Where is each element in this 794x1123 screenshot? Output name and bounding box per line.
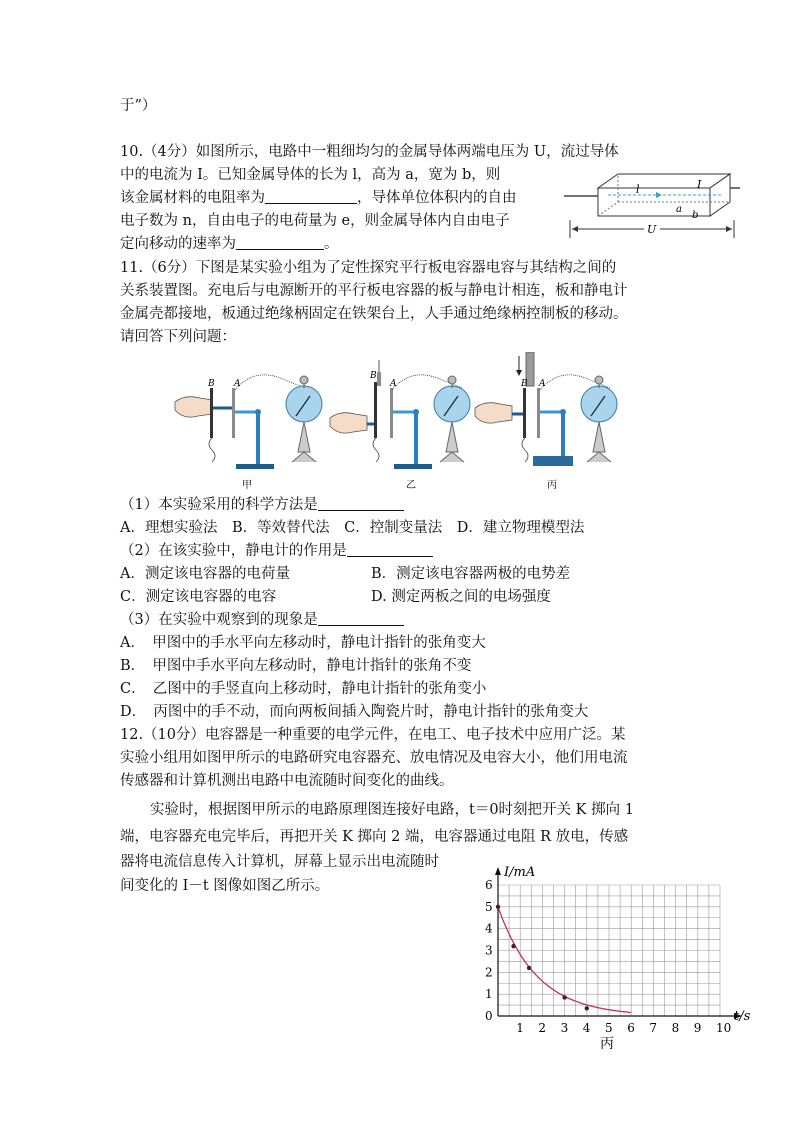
q12-line-5: 端，电容器充电完毕后，再把开关 K 掷向 2 端，电容器通过电阻 R 放电，传感 bbox=[120, 829, 629, 845]
q12-line-4: 实验时，根据图甲所示的电路原理图连接好电路，t＝0时刻把开关 K 掷向 1 bbox=[150, 802, 634, 818]
data-point bbox=[511, 944, 515, 948]
chart-title: 丙 bbox=[600, 1036, 614, 1052]
fig-label-yi: 乙 bbox=[406, 480, 416, 491]
y-tick-label: 1 bbox=[485, 987, 493, 1002]
q10-conductor-figure bbox=[562, 160, 742, 240]
x-tick-label: 2 bbox=[538, 1021, 547, 1035]
q11-sub1 bbox=[120, 495, 404, 515]
data-point bbox=[585, 1006, 589, 1010]
q11-sub2-text: （2）在该实验中，静电计的作用是 bbox=[120, 543, 347, 559]
apparatus-yi bbox=[330, 360, 470, 491]
q12-line-2: 实验小组用如图甲所示的电路研究电容器充、放电情况及电容大小，他们用电流 bbox=[120, 750, 628, 766]
q10-line-3b: ，导体单位体积内的自由 bbox=[357, 190, 517, 206]
jia-plate-A: A bbox=[234, 379, 241, 389]
q10-label-b: b bbox=[692, 210, 699, 221]
bing-plate-A: A bbox=[539, 379, 546, 389]
q11-sub2-opt-d: D. 测定两板之间的电场强度 bbox=[371, 589, 551, 605]
y-axis-arrow bbox=[495, 867, 501, 875]
q11-sub3-blank[interactable] bbox=[318, 610, 404, 626]
y-tick-label: 0 bbox=[485, 1009, 493, 1023]
q12-line-1: 12.（10分）电容器是一种重要的电学元件，在电工、电子技术中应用广泛。某 bbox=[120, 727, 626, 743]
y-tick-label: 5 bbox=[485, 899, 493, 914]
q12-line-7: 间变化的 I－t 图像如图乙所示。 bbox=[120, 878, 330, 894]
q11-sub1-options: A．理想实验法 B．等效替代法 C．控制变量法 D．建立物理模型法 bbox=[120, 520, 585, 536]
yi-plate-B: B bbox=[370, 371, 377, 381]
x-tick-label: 6 bbox=[627, 1021, 635, 1035]
q11-apparatus-figures bbox=[170, 352, 630, 492]
q11-sub2-blank[interactable] bbox=[347, 541, 433, 557]
q10-line-5b: 。 bbox=[324, 236, 339, 252]
x-tick-label: 1 bbox=[516, 1021, 524, 1035]
apparatus-jia bbox=[175, 375, 322, 491]
top-fragment: 于”） bbox=[120, 98, 157, 114]
fig-label-bing: 丙 bbox=[547, 480, 557, 491]
data-point bbox=[562, 995, 566, 999]
y-tick-label: 3 bbox=[485, 943, 493, 958]
q11-line-4: 请回答下列问题： bbox=[120, 329, 236, 345]
data-point bbox=[527, 966, 531, 970]
q10-line-5a: 定向移动的速率为 bbox=[120, 236, 236, 252]
q11-sub3-text: （3）在实验中观察到的现象是 bbox=[120, 612, 318, 628]
q10-label-I: I bbox=[697, 178, 702, 191]
q10-line-2: 中的电流为 I。已知金属导体的长为 l，高为 a，宽为 b，则 bbox=[120, 167, 501, 183]
q11-sub2-opt-b: B．测定该电容器两极的电势差 bbox=[371, 566, 571, 582]
q10-blank-resistivity[interactable] bbox=[265, 188, 357, 204]
y-tick-label: 4 bbox=[485, 921, 493, 936]
fig-label-jia: 甲 bbox=[242, 480, 252, 491]
q10-label-a: a bbox=[676, 204, 682, 215]
q11-line-3: 金属壳都接地，板通过绝缘柄固定在铁架台上，人手通过绝缘柄控制板的移动。 bbox=[120, 306, 628, 322]
q11-sub2 bbox=[120, 541, 433, 561]
jia-plate-B: B bbox=[208, 379, 215, 389]
q12-line-3: 传感器和计算机测出电路中电流随时间变化的曲线。 bbox=[120, 773, 454, 789]
q11-sub2-opt-a: A．测定该电容器的电荷量 bbox=[120, 566, 290, 582]
current-time-chart bbox=[470, 858, 770, 1058]
q11-line-1: 11.（6分）下图是某实验小组为了定性探究平行板电容器电容与其结构之间的 bbox=[120, 260, 617, 276]
chart-grid bbox=[498, 885, 720, 1016]
q10-line-1: 10.（4分）如图所示，电路中一粗细均匀的金属导体两端电压为 U，流过导体 bbox=[120, 144, 619, 160]
x-tick-label: 9 bbox=[693, 1021, 702, 1035]
q11-sub3-opt-a: A． 甲图中的手水平向左移动时，静电计指针的张角变大 bbox=[120, 635, 486, 651]
q10-blank-speed[interactable] bbox=[236, 234, 324, 250]
data-point bbox=[496, 905, 500, 909]
x-tick-label: 3 bbox=[560, 1021, 569, 1035]
q10-line-5 bbox=[120, 234, 339, 254]
q12-line-6: 器将电流信息传入计算机，屏幕上显示出电流随时 bbox=[120, 854, 439, 870]
x-tick-label: 5 bbox=[605, 1021, 613, 1035]
x-tick-label: 4 bbox=[582, 1021, 591, 1035]
y-tick-label: 6 bbox=[485, 878, 493, 892]
q11-sub3-opt-d: D． 丙图中的手不动，而向两板间插入陶瓷片时，静电计指针的张角变大 bbox=[120, 704, 589, 720]
chart-axes bbox=[495, 867, 742, 1019]
q10-label-l: l bbox=[636, 183, 640, 196]
x-tick-label: 10 bbox=[716, 1021, 732, 1035]
q11-sub3-opt-b: B． 甲图中手水平向左移动时，静电计指针的张角不变 bbox=[120, 658, 472, 674]
chart-ylabel: I/mA bbox=[504, 865, 536, 880]
q11-sub1-text: （1）本实验采用的科学方法是 bbox=[120, 497, 318, 513]
q10-line-4: 电子数为 n，自由电子的电荷量为 e，则金属导体内自由电子 bbox=[120, 213, 510, 229]
q11-sub2-opt-c: C．测定该电容器的电容 bbox=[120, 589, 277, 605]
bing-plate-B: B bbox=[521, 379, 528, 389]
chart-xlabel: t/s bbox=[734, 1009, 751, 1024]
q11-sub3-opt-c: C． 乙图中的手竖直向上移动时，静电计指针的张角变小 bbox=[120, 681, 487, 697]
q10-line-3 bbox=[120, 188, 517, 208]
q11-sub3 bbox=[120, 610, 404, 630]
x-tick-label: 7 bbox=[649, 1021, 658, 1035]
q10-label-U: U bbox=[647, 223, 657, 236]
y-tick-label: 2 bbox=[485, 965, 493, 980]
apparatus-bing bbox=[475, 352, 617, 491]
x-tick-label: 8 bbox=[671, 1021, 680, 1035]
yi-plate-A: A bbox=[390, 379, 397, 389]
q11-sub1-blank[interactable] bbox=[318, 495, 404, 511]
q10-line-3a: 该金属材料的电阻率为 bbox=[120, 190, 265, 206]
q11-line-2: 关系装置图。充电后与电源断开的平行板电容器的板与静电计相连，板和静电计 bbox=[120, 283, 628, 299]
